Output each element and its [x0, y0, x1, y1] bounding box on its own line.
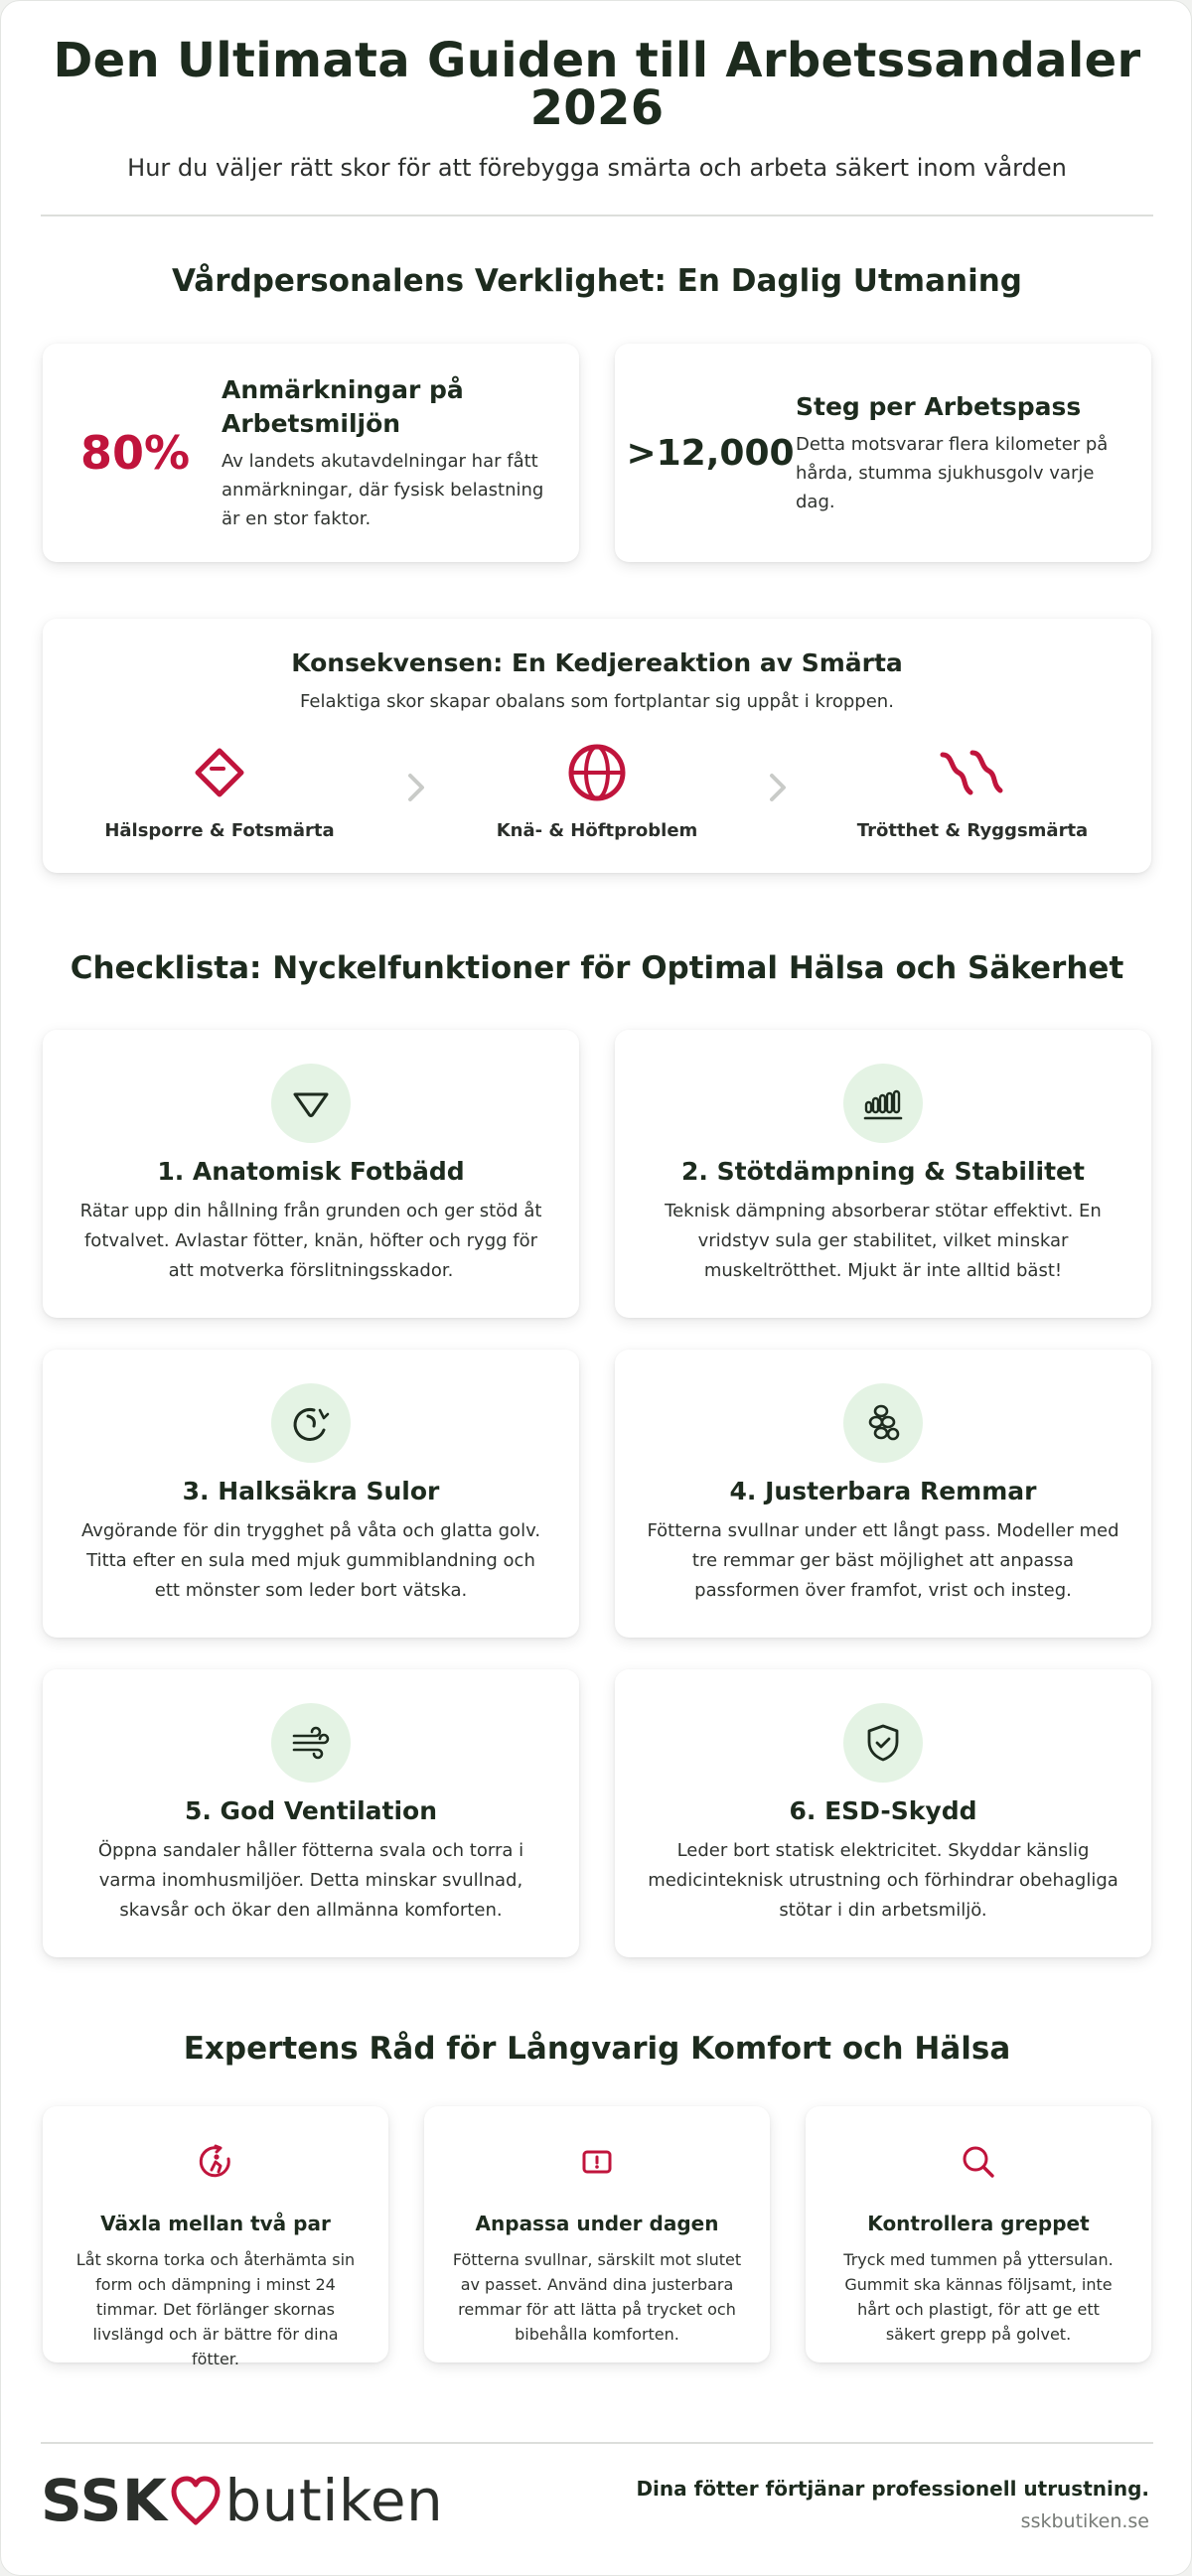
- reality-heading: Vårdpersonalens Verklighet: En Daglig Utmaning: [172, 263, 1022, 299]
- stat-description: Detta motsvarar flera kilometer på hårda, stumma sjukhusgolv varje dag.: [796, 433, 1109, 512]
- header-divider: [41, 215, 1153, 216]
- feature-title: 2. Stötdämpning & Stabilitet: [681, 1157, 1085, 1186]
- rotate-icon: [43, 2142, 388, 2182]
- feature-description: Öppna sandaler håller fötterna svala och torra i varma inomhusmiljöer. Detta minskar svullnad, skavsår och ökar den allmänna komforten.: [97, 1840, 524, 1921]
- feature-title: 1. Anatomisk Fotbädd: [157, 1157, 465, 1186]
- chain-step-knee: [448, 743, 746, 841]
- grip-icon: [271, 1383, 351, 1463]
- shield-check-icon: [843, 1703, 923, 1783]
- brand-name-right: butiken: [224, 2467, 444, 2534]
- chevron-right-icon: [764, 768, 792, 807]
- chain-step-label: Knä- & Höftproblem: [496, 820, 698, 841]
- tip-description: Fötterna svullnar, särskilt mot slutet av passet. Använd dina justerbara remmar för att lätta på trycket och bibehålla komforten.: [452, 2250, 742, 2344]
- footbed-icon: [271, 1064, 351, 1143]
- footer-tagline: Dina fötter förtjänar professionell utrustning.: [636, 2477, 1149, 2501]
- chain-step-back: [823, 743, 1121, 841]
- footer-website-link[interactable]: sskbutiken.se: [1020, 2510, 1149, 2532]
- tip-title: Växla mellan två par: [100, 2212, 331, 2235]
- feature-description: Avgörande för din trygghet på våta och glatta golv. Titta efter en sula med mjuk gummiblandning och ett mönster som leder bort vätska.: [80, 1520, 541, 1601]
- feature-title: 4. Justerbara Remmar: [729, 1477, 1037, 1505]
- chain-step-label: Hälsporre & Fotsmärta: [104, 820, 335, 841]
- footer-divider: [41, 2442, 1153, 2444]
- feature-description: Fötterna svullnar under ett långt pass. Modeller med tre remmar ger bäst möjlighet att anpassa passformen över framfot, vrist och insteg.: [647, 1520, 1119, 1601]
- shock-bars-icon: [843, 1064, 923, 1143]
- tip-title: Anpassa under dagen: [475, 2212, 719, 2235]
- tips-heading: Expertens Råd för Långvarig Komfort och Hälsa: [183, 2031, 1011, 2067]
- tip-card-adjust: [424, 2106, 770, 2362]
- feature-description: Rätar upp din hållning från grunden och ger stöd åt fotvalvet. Avlastar fötter, knän, höfter och rygg för att motverka förslitningsskador.: [79, 1201, 542, 1281]
- feature-card-shock: [615, 1030, 1151, 1318]
- magnifier-icon: [806, 2142, 1151, 2182]
- feature-card-ventilation: [43, 1669, 579, 1957]
- feature-card-footbed: [43, 1030, 579, 1318]
- tip-card-grip-check: [806, 2106, 1151, 2362]
- feature-title: 3. Halksäkra Sulor: [182, 1477, 440, 1505]
- brand-logo[interactable]: [41, 2467, 444, 2534]
- feature-title: 5. God Ventilation: [184, 1796, 438, 1825]
- checklist-heading: Checklista: Nyckelfunktioner för Optimal Hälsa och Säkerhet: [70, 950, 1124, 986]
- stat-value: >12,000: [626, 432, 795, 474]
- stat-value: 80%: [80, 426, 191, 480]
- stat-card-steps: [615, 344, 1151, 562]
- wave-lines-icon: [937, 743, 1008, 806]
- stat-description: Av landets akutavdelningar har fått anmärkningar, där fysisk belastning är en stor faktor.: [222, 450, 544, 529]
- brand-name-left: SSK: [41, 2467, 168, 2534]
- tip-description: Tryck med tummen på yttersulan. Gummit ska kännas följsamt, inte hårt och plastigt, för att ge ett säkert grepp på golvet.: [843, 2250, 1114, 2344]
- adjust-icon: [424, 2142, 770, 2182]
- chain-title: Konsekvensen: En Kedjereaktion av Smärta: [291, 648, 903, 677]
- diamond-icon: [188, 743, 251, 806]
- feature-card-grip: [43, 1350, 579, 1638]
- pain-chain-card: [43, 619, 1151, 873]
- feature-description: Leder bort statisk elektricitet. Skyddar känslig medicinteknisk utrustning och förhindrar obehagliga stötar i din arbetsmiljö.: [648, 1840, 1118, 1921]
- chain-step-label: Trötthet & Ryggsmärta: [856, 820, 1089, 841]
- tip-card-rotate: [43, 2106, 388, 2368]
- feature-card-straps: [615, 1350, 1151, 1638]
- page-title: Den Ultimata Guiden till Arbetssandaler 2026: [53, 33, 1141, 136]
- feature-card-esd: [615, 1669, 1151, 1957]
- feature-title: 6. ESD-Skydd: [789, 1796, 977, 1825]
- stat-card-remarks: [43, 344, 579, 562]
- chain-step-foot: [71, 743, 369, 841]
- globe-icon: [565, 743, 629, 806]
- chain-subtitle: Felaktiga skor skapar obalans som fortplantar sig uppåt i kroppen.: [300, 691, 894, 712]
- page-subtitle: Hur du väljer rätt skor för att förebygga smärta och arbeta säkert inom vården: [127, 154, 1067, 182]
- straps-icon: [843, 1383, 923, 1463]
- stat-title: Steg per Arbetspass: [796, 391, 1082, 421]
- heart-icon: [169, 2473, 223, 2528]
- feature-description: Teknisk dämpning absorberar stötar effektivt. En vridstyv sula ger stabilitet, vilket minskar muskeltrötthet. Mjukt är inte alltid bäst!: [665, 1201, 1102, 1281]
- header: [41, 33, 1153, 182]
- wind-icon: [271, 1703, 351, 1783]
- tip-title: Kontrollera greppet: [867, 2212, 1090, 2235]
- tip-description: Låt skorna torka och återhämta sin form och dämpning i minst 24 timmar. Det förlänger skornas livslängd och är bättre för dina fötter.: [75, 2250, 356, 2368]
- stat-title: Anmärkningar på Arbetsmiljön: [222, 374, 464, 438]
- chevron-right-icon: [402, 768, 430, 807]
